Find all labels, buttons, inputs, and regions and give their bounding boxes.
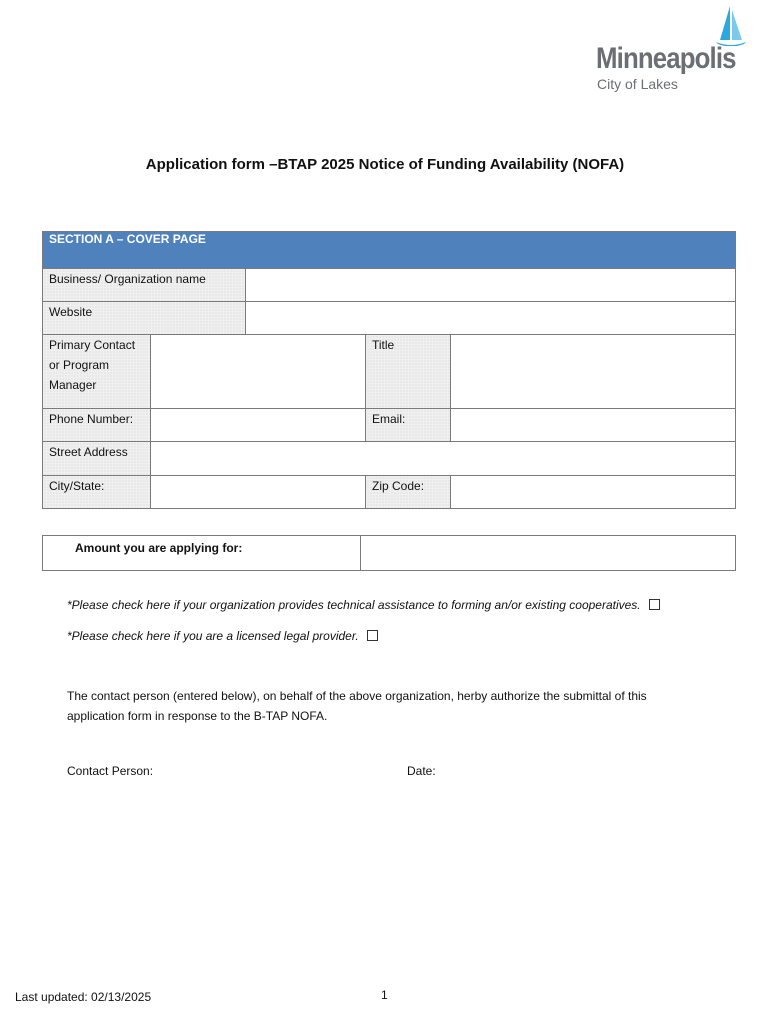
title-label: Title — [366, 335, 451, 409]
business-name-label: Business/ Organization name — [43, 269, 246, 302]
street-address-field[interactable] — [151, 442, 736, 476]
primary-contact-field[interactable] — [151, 335, 366, 409]
primary-contact-label: Primary Contact or Program Manager — [43, 335, 151, 409]
cooperatives-note-text: *Please check here if your organization provides technical assistance to forming an/or existing cooperatives. — [67, 598, 641, 612]
city-state-field[interactable] — [151, 476, 366, 509]
document-title: Application form –BTAP 2025 Notice of Funding Availability (NOFA) — [145, 156, 625, 173]
date-label: Date: — [407, 764, 436, 778]
section-a-header: SECTION A – COVER PAGE — [43, 232, 736, 269]
zip-code-label: Zip Code: — [366, 476, 451, 509]
authorization-paragraph: The contact person (entered below), on behalf of the above organization, herby authorize the submittal of this application form in response to the B-TAP NOFA. — [67, 689, 647, 723]
logo-tagline: City of Lakes — [597, 76, 678, 92]
legal-provider-note-text: *Please check here if you are a licensed legal provider. — [67, 629, 359, 643]
email-label: Email: — [366, 409, 451, 442]
amount-label: Amount you are applying for: — [43, 536, 361, 571]
email-field[interactable] — [451, 409, 736, 442]
city-state-label: City/State: — [43, 476, 151, 509]
logo-wordmark: Minneapolis — [596, 42, 736, 75]
phone-label: Phone Number: — [43, 409, 151, 442]
minneapolis-logo — [594, 4, 754, 96]
website-field[interactable] — [246, 302, 736, 335]
sailboat-icon — [716, 4, 746, 46]
amount-field[interactable] — [361, 536, 736, 571]
phone-field[interactable] — [151, 409, 366, 442]
cooperatives-note — [67, 598, 660, 612]
amount-table — [42, 535, 736, 571]
contact-person-label: Contact Person: — [67, 764, 154, 778]
street-address-label: Street Address — [43, 442, 151, 476]
legal-provider-note — [67, 629, 378, 643]
page-number: 1 — [381, 988, 388, 1002]
cooperatives-checkbox[interactable] — [649, 599, 660, 610]
legal-provider-checkbox[interactable] — [367, 630, 378, 641]
cover-page-table — [42, 231, 736, 509]
last-updated: Last updated: 02/13/2025 — [15, 990, 152, 1004]
website-label: Website — [43, 302, 246, 335]
business-name-field[interactable] — [246, 269, 736, 302]
zip-code-field[interactable] — [451, 476, 736, 509]
title-field[interactable] — [451, 335, 736, 409]
